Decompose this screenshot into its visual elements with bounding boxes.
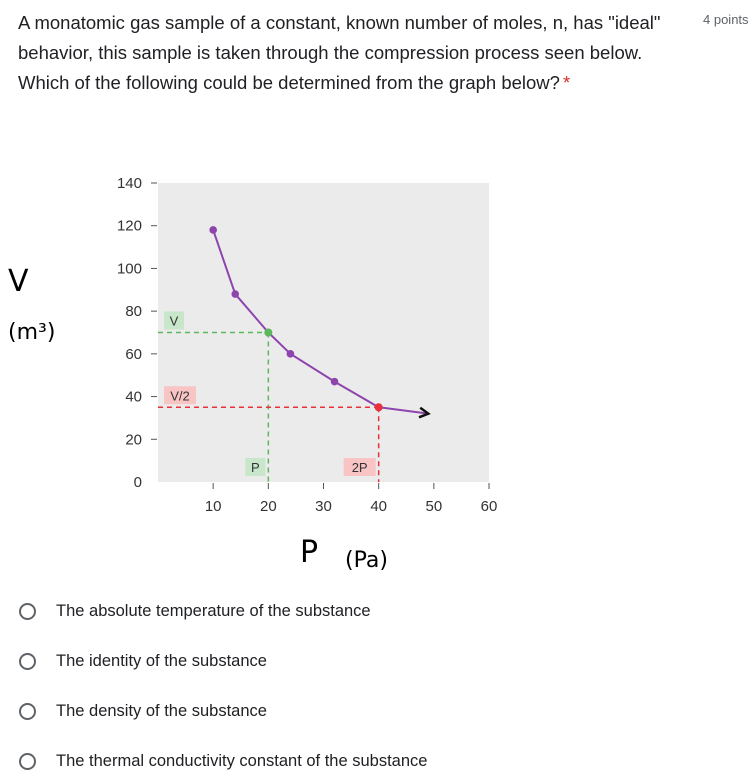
data-point: [331, 378, 339, 386]
option-label: The absolute temperature of the substance: [56, 601, 371, 620]
data-point: [209, 226, 217, 234]
required-marker: *: [562, 72, 571, 93]
option-density[interactable]: [19, 696, 539, 726]
radio-icon[interactable]: [19, 753, 36, 770]
y-tick-label: 100: [116, 260, 142, 278]
radio-icon[interactable]: [19, 603, 36, 620]
y-tick-label: 40: [125, 388, 142, 406]
handwritten-v-symbol: V: [8, 264, 29, 299]
x-tick-label: 30: [315, 498, 332, 515]
data-point: [287, 350, 295, 358]
x-tick-label: 20: [259, 498, 277, 515]
handwritten-v-unit: (m³): [8, 320, 56, 345]
radio-icon[interactable]: [19, 653, 36, 670]
y-tick-label: 60: [125, 345, 142, 363]
x-tick-label: 60: [480, 498, 498, 515]
radio-icon[interactable]: [19, 703, 36, 720]
question-body: A monatomic gas sample of a constant, known number of moles, n, has "ideal" behavior, this sample is taken through the compression process seen below. Which of the following could be determined from the graph below?: [18, 12, 661, 93]
y-tick-label: 80: [125, 303, 142, 321]
annotation-label: 2P: [351, 460, 368, 475]
x-tick-label: 40: [370, 498, 388, 515]
annotation-label: V/2: [170, 388, 190, 404]
y-tick-label: 20: [125, 431, 142, 449]
y-tick-label: 120: [116, 217, 142, 235]
y-tick-label: 0: [133, 474, 142, 491]
x-tick-label: 50: [425, 498, 443, 515]
handwritten-p-symbol: P: [300, 535, 319, 570]
highlight-point: [264, 329, 272, 337]
points-label: 4 points: [703, 12, 749, 27]
option-thermal-conductivity[interactable]: [19, 746, 539, 776]
question-text: [18, 8, 678, 98]
data-point: [231, 290, 239, 298]
option-label: The thermal conductivity constant of the substance: [56, 751, 428, 770]
highlight-point: [375, 403, 383, 411]
y-tick-label: 140: [116, 175, 142, 192]
x-tick-label: 10: [204, 498, 222, 515]
option-label: The identity of the substance: [56, 651, 267, 670]
annotation-label: V: [169, 313, 179, 329]
annotation-label: P: [250, 460, 260, 475]
option-absolute-temperature[interactable]: [19, 596, 539, 626]
pv-chart: [100, 165, 510, 525]
handwritten-p-unit: (Pa): [345, 548, 388, 573]
option-label: The density of the substance: [56, 701, 267, 720]
option-identity[interactable]: [19, 646, 539, 676]
